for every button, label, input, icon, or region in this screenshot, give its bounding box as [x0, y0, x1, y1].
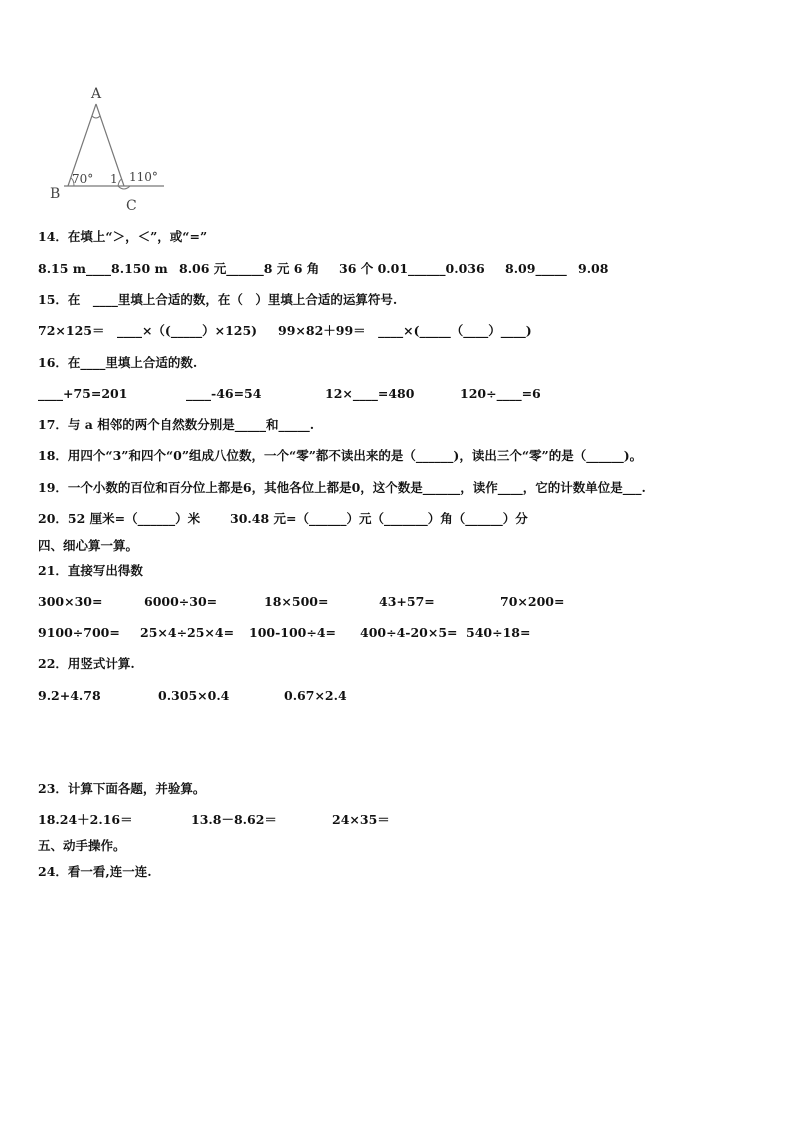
q21-r1-item-5: 70×200= — [500, 594, 565, 609]
q21-title: 21．直接写出得数 — [38, 563, 143, 578]
q22-item-1: 9.2+4.78 — [38, 688, 101, 703]
q17-text: 17．与 a 相邻的两个自然数分别是_____和_____. — [38, 417, 315, 432]
q21-r2-item-5: 540÷18= — [466, 625, 531, 640]
q15-item-1: 72×125＝ ____×（(_____）×125) — [38, 323, 258, 338]
section-4-heading: 四、细心算一算。 — [38, 538, 139, 553]
q21-r1-item-3: 18×500= — [264, 594, 329, 609]
q21-r1-item-2: 6000÷30= — [144, 594, 218, 609]
q23-title: 23．计算下面各题，并验算。 — [38, 781, 206, 796]
q14-item-3: 36 个 0.01______0.036 — [339, 261, 485, 276]
q21-r1-item-4: 43+57= — [379, 594, 435, 609]
q19-text: 19．一个小数的百位和百分位上都是6，其他各位上都是0，这个数是______，读作____，它的计数单位是___. — [38, 480, 646, 495]
q18-text: 18．用四个“3”和四个“0”组成八位数，一个“零”都不读出来的是（______)，读出三个“零”的是（______)。 — [38, 448, 643, 463]
q20-item-2: 30.48 元=（______）元（_______）角（______）分 — [230, 511, 528, 526]
q14-item-1: 8.15 m____8.150 m — [38, 261, 168, 276]
section-5-heading: 五、动手操作。 — [38, 838, 126, 853]
angle-exterior-label: 110° — [129, 170, 158, 184]
q21-r2-item-1: 9100÷700= — [38, 625, 120, 640]
q23-item-3: 24×35＝ — [332, 812, 390, 827]
q21-r2-item-2: 25×4÷25×4= — [140, 625, 235, 640]
q22-title: 22．用竖式计算. — [38, 656, 135, 671]
q14-item-5: 9.08 — [578, 261, 609, 276]
triangle-figure — [40, 80, 180, 220]
q16-item-3: 12×____=480 — [325, 386, 415, 401]
q21-r2-item-4: 400÷4-20×5= — [360, 625, 458, 640]
q15-item-2: 99×82＋99＝ ____×(_____（____）____) — [278, 323, 532, 338]
angle-1-label: 1 — [110, 172, 118, 186]
angle-b-label: 70° — [72, 172, 94, 186]
q24-title: 24．看一看,连一连. — [38, 864, 152, 879]
q23-item-1: 18.24＋2.16＝ — [38, 812, 133, 827]
vertex-b-label: B — [50, 186, 61, 202]
q21-r2-item-3: 100-100÷4= — [249, 625, 337, 640]
q16-title: 16．在____里填上合适的数. — [38, 355, 198, 370]
q16-item-2: ____-46=54 — [186, 386, 262, 401]
vertex-c-label: C — [126, 198, 137, 214]
q23-item-2: 13.8－8.62＝ — [191, 812, 277, 827]
q14-title: 14．在填上“＞，＜”，或“=” — [38, 229, 208, 244]
q20-item-1: 20．52 厘米=（______）米 — [38, 511, 201, 526]
q16-item-1: ____+75=201 — [38, 386, 128, 401]
vertex-a-label: A — [91, 86, 102, 102]
q22-item-3: 0.67×2.4 — [284, 688, 347, 703]
q16-item-4: 120÷____=6 — [460, 386, 541, 401]
q22-item-2: 0.305×0.4 — [158, 688, 230, 703]
q14-item-2: 8.06 元______8 元 6 角 — [179, 261, 320, 276]
q14-item-4: 8.09_____ — [505, 261, 567, 276]
q21-r1-item-1: 300×30= — [38, 594, 103, 609]
q15-title: 15．在 ____里填上合适的数，在（ ）里填上合适的运算符号. — [38, 292, 398, 307]
